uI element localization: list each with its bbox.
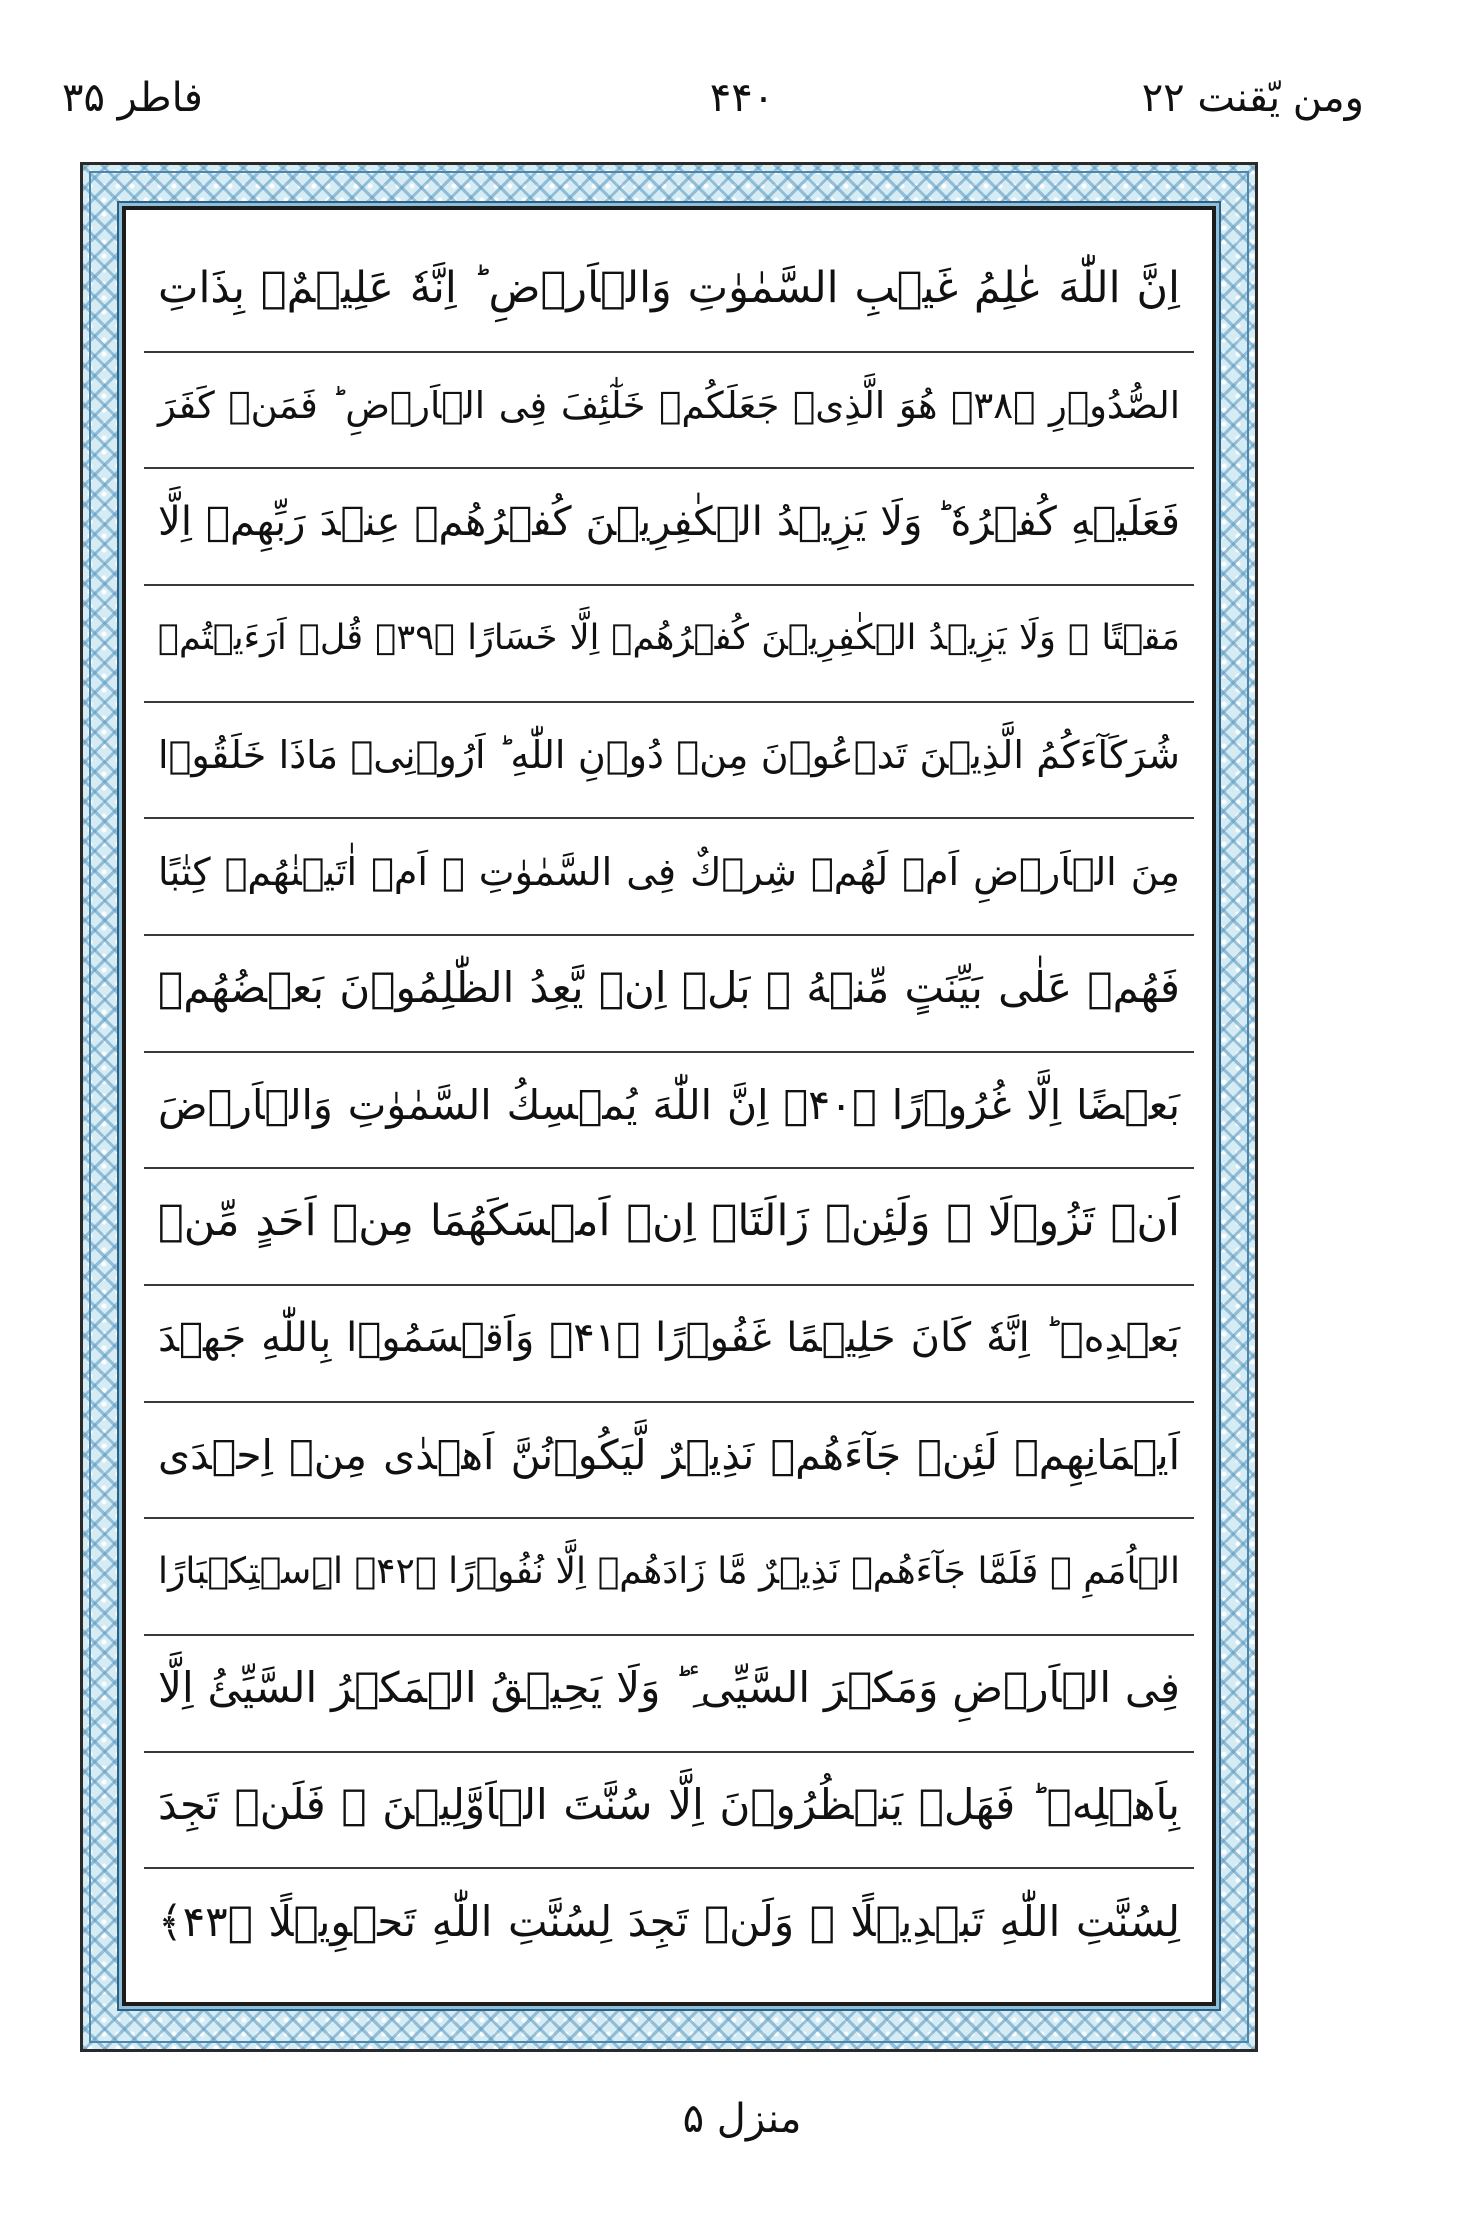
text-line: فِی الۡاَرۡضِ وَمَكۡرَ السَّیِّیٴِ ؕ وَلَا یَحِیۡقُ الۡمَكۡرُ السَّیِّئُ اِلَّا <box>144 1636 1194 1753</box>
text-lines <box>144 236 1194 1984</box>
para-name: ومن یّقنت ۲۲ <box>1141 75 1364 121</box>
surah-name: فاطر ۳۵ <box>62 75 203 121</box>
text-line: مِنَ الۡاَرۡضِ اَمۡ لَهُمۡ شِرۡكٌ فِی السَّمٰوٰتِ ۚ اَمۡ اٰتَیۡنٰهُمۡ كِتٰبًا <box>144 819 1194 936</box>
text-line: فَعَلَیۡهِ كُفۡرُهٗ ؕ وَلَا یَزِیۡدُ الۡكٰفِرِیۡنَ كُفۡرُهُمۡ عِنۡدَ رَبِّهِمۡ اِلَّا <box>144 469 1194 586</box>
text-line: الصُّدُوۡرِ ﴿۳۸﴾ هُوَ الَّذِیۡ جَعَلَكُمۡ خَلٰٓئِفَ فِی الۡاَرۡضِ ؕ فَمَنۡ كَفَرَ <box>144 353 1194 470</box>
page-number: ۴۴۰ <box>709 75 775 121</box>
text-panel <box>122 206 1216 2006</box>
text-line: اَیۡمَانِهِمۡ لَئِنۡ جَآءَهُمۡ نَذِیۡرٌ لَّیَكُوۡنُنَّ اَهۡدٰی مِنۡ اِحۡدَی <box>144 1403 1194 1520</box>
text-line: فَهُمۡ عَلٰی بَیِّنَتٍ مِّنۡهُ ۚ بَلۡ اِنۡ یَّعِدُ الظّٰلِمُوۡنَ بَعۡضُهُمۡ <box>144 936 1194 1053</box>
text-line: الۡاُمَمِ ۚ فَلَمَّا جَآءَهُمۡ نَذِیۡرٌ مَّا زَادَهُمۡ اِلَّا نُفُوۡرًا ﴿۴۲﴾ اِۨسۡتِكۡبَارًا <box>144 1519 1194 1636</box>
text-line: اَنۡ تَزُوۡلَا ۚ وَلَئِنۡ زَالَتَاۤ اِنۡ اَمۡسَكَهُمَا مِنۡ اَحَدٍ مِّنۡ <box>144 1169 1194 1286</box>
text-line: بِاَهۡلِهٖ ؕ فَهَلۡ یَنۡظُرُوۡنَ اِلَّا سُنَّتَ الۡاَوَّلِیۡنَ ۚ فَلَنۡ تَجِدَ <box>144 1753 1194 1870</box>
text-line: بَعۡدِهٖ ؕ اِنَّهٗ كَانَ حَلِیۡمًا غَفُوۡرًا ﴿۴۱﴾ وَاَقۡسَمُوۡا بِاللّٰهِ جَهۡدَ <box>144 1286 1194 1403</box>
manzil-label: منزل ۵ <box>682 2096 802 2142</box>
text-line: اِنَّ اللّٰهَ عٰلِمُ غَیۡبِ السَّمٰوٰتِ وَالۡاَرۡضِ ؕ اِنَّهٗ عَلِیۡمٌۢ بِذَاتِ <box>144 236 1194 353</box>
text-line: مَقۡتًا ۚ وَلَا یَزِیۡدُ الۡكٰفِرِیۡنَ كُفۡرُهُمۡ اِلَّا خَسَارًا ﴿۳۹﴾ قُلۡ اَرَءَیۡتُمۡ <box>144 586 1194 703</box>
text-line: بَعۡضًا اِلَّا غُرُوۡرًا ﴿۴۰﴾ اِنَّ اللّٰهَ یُمۡسِكُ السَّمٰوٰتِ وَالۡاَرۡضَ <box>144 1053 1194 1170</box>
text-line: لِسُنَّتِ اللّٰهِ تَبۡدِیۡلًا ۚ وَلَنۡ تَجِدَ لِسُنَّتِ اللّٰهِ تَحۡوِیۡلًا ﴿۴۳﴾ <box>158 1896 1180 1946</box>
text-line: شُرَكَآءَكُمُ الَّذِیۡنَ تَدۡعُوۡنَ مِنۡ دُوۡنِ اللّٰهِ ؕ اَرُوۡنِیۡ مَاذَا خَلَقُوۡا <box>144 703 1194 820</box>
